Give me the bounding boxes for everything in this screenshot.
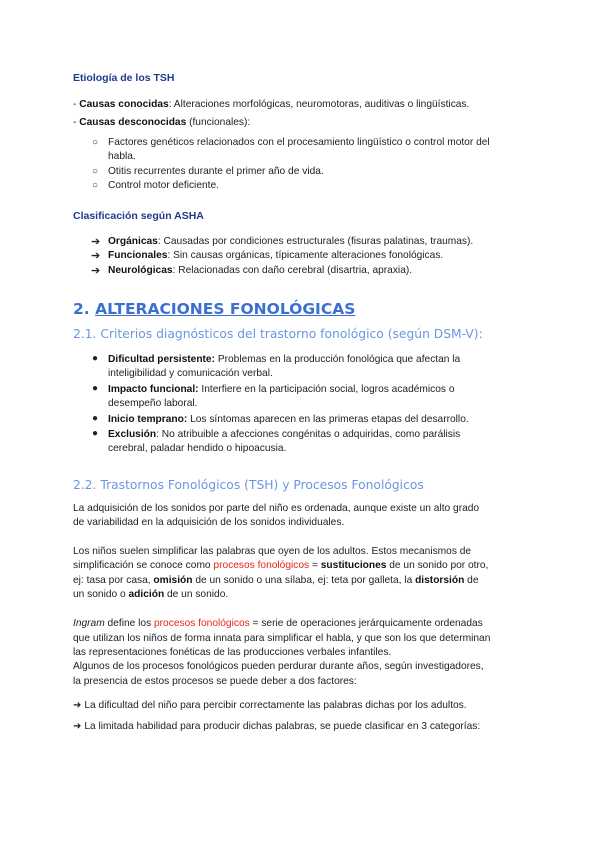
etiologia-sub-1-cont: habla.	[108, 151, 136, 162]
etiologia-item-1: - Causas conocidas: Alteraciones morfológicas, neuromotoras, auditivas o lingüísticas.	[73, 99, 470, 110]
criterio-2-cont: desempeño laboral.	[108, 398, 198, 409]
dot-bullet-icon: ●	[92, 353, 99, 364]
arrow-bullet-icon: ➔	[91, 236, 101, 248]
etiologia-sub-3: Control motor deficiente.	[108, 180, 219, 191]
etiologia-sub-2: Otitis recurrentes durante el primer año de vida.	[108, 166, 324, 177]
criterio-3: Inicio temprano: Los síntomas aparecen en las primeras etapas del desarrollo.	[108, 414, 469, 425]
section-2-1-heading: 2.1. Criterios diagnósticos del trastorno fonológico (según DSM-V):	[73, 327, 483, 341]
paragraph-2-line-3: ej: tasa por casa, omisión de un sonido o una sílaba, ej: teta por galleta, la distorsión de	[73, 575, 479, 586]
clasificacion-item-3: Neurológicas: Relacionadas con daño cerebral (disartria, apraxia).	[108, 265, 413, 276]
paragraph-2-line-2: simplificación se conoce como procesos fonológicos = sustituciones de un sonido por otro,	[73, 560, 489, 571]
dot-bullet-icon: ●	[92, 413, 99, 424]
section-2-2-heading: 2.2. Trastornos Fonológicos (TSH) y Procesos Fonológicos	[73, 478, 424, 492]
factor-2: ➜ La limitada habilidad para producir dichas palabras, se puede clasificar en 3 categorías:	[73, 721, 481, 732]
criterio-1-cont: inteligibilidad y comunicación verbal.	[108, 368, 273, 379]
criterio-4-cont: cerebral, paladar hendido o hipoacusia.	[108, 443, 287, 454]
circle-bullet-icon: ○	[92, 166, 99, 177]
etiologia-item-2: - Causas desconocidas (funcionales):	[73, 117, 251, 128]
criterio-1: Dificultad persistente: Problemas en la producción fonológica que afectan la	[108, 354, 461, 365]
clasificacion-item-1: Orgánicas: Causadas por condiciones estructurales (fisuras palatinas, traumas).	[108, 236, 474, 247]
etiologia-sub-1: Factores genéticos relacionados con el procesamiento lingüístico o control motor del	[108, 137, 490, 148]
arrow-bullet-icon: ➔	[91, 250, 101, 262]
arrow-bullet-icon: ➔	[91, 265, 101, 277]
section-2-heading: 2. ALTERACIONES FONOLÓGICAS	[73, 300, 356, 318]
clasificacion-item-2: Funcionales: Sin causas orgánicas, típicamente alteraciones fonológicas.	[108, 250, 444, 261]
criterio-4: Exclusión: No atribuible a afecciones congénitas o adquiridas, como parálisis	[108, 429, 461, 440]
circle-bullet-icon: ○	[92, 180, 99, 191]
paragraph-3-line-5: la presencia de estos procesos se puede deber a dos factores:	[73, 676, 357, 687]
circle-bullet-icon: ○	[92, 137, 99, 148]
dot-bullet-icon: ●	[92, 428, 99, 439]
paragraph-1-line-2: de variabilidad en la adquisición de los sonidos individuales.	[73, 517, 345, 528]
paragraph-3-line-1: Ingram define los procesos fonológicos = serie de operaciones jerárquicamente ordenadas	[73, 618, 483, 629]
factor-1: ➜ La dificultad del niño para percibir correctamente las palabras dichas por los adultos.	[73, 700, 467, 711]
criterio-2: Impacto funcional: Interfiere en la participación social, logros académicos o	[108, 384, 455, 395]
paragraph-3-line-3: las representaciones fonéticas de las producciones verbales infantiles.	[73, 647, 392, 658]
dot-bullet-icon: ●	[92, 383, 99, 394]
paragraph-2-line-4: un sonido o adición de un sonido.	[73, 589, 229, 600]
paragraph-3-line-2: que utilizan los niños de forma innata para simplificar el habla, y que son los que determinan	[73, 633, 491, 644]
paragraph-3-line-4: Algunos de los procesos fonológicos pueden perdurar durante años, según investigadores,	[73, 661, 484, 672]
paragraph-1-line-1: La adquisición de los sonidos por parte del niño es ordenada, aunque existe un alto grado	[73, 503, 480, 514]
etiologia-heading: Etiología de los TSH	[73, 72, 175, 84]
clasificacion-heading: Clasificación según ASHA	[73, 210, 204, 222]
paragraph-2-line-1: Los niños suelen simplificar las palabras que oyen de los adultos. Estos mecanismos de	[73, 546, 472, 557]
